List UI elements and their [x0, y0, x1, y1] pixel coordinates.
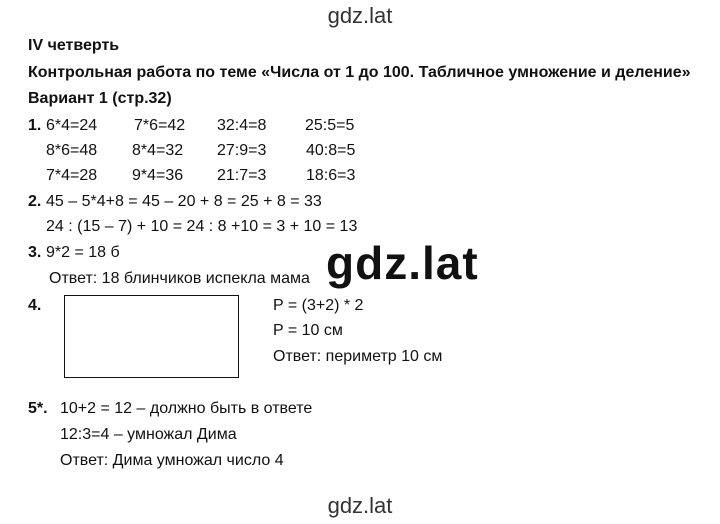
- task1-cell: 8*4=32: [132, 142, 184, 159]
- task4-answer: Ответ: периметр 10 см: [273, 348, 443, 365]
- task5-answer: Ответ: Дима умножал число 4: [60, 452, 284, 469]
- task1-cell: 32:4=8: [217, 117, 267, 134]
- test-title: Контрольная работа по теме «Числа от 1 до 100. Табличное умножение и деление»: [28, 64, 691, 81]
- watermark-bottom: gdz.lat: [327, 493, 393, 518]
- task1-cell: 18:6=3: [306, 167, 356, 184]
- task3-number: 3.: [28, 244, 42, 261]
- quarter-heading: IV четверть: [28, 37, 120, 54]
- task1-cell: 27:9=3: [217, 142, 267, 159]
- rectangle-drawing: [64, 295, 239, 378]
- watermark-top: gdz.lat: [327, 3, 393, 28]
- task2-line1: 45 – 5*4+8 = 45 – 20 + 8 = 25 + 8 = 33: [46, 193, 322, 210]
- task5-line2: 12:3=4 – умножал Дима: [60, 426, 237, 443]
- task1-cell: 25:5=5: [305, 117, 355, 134]
- task3-answer: Ответ: 18 блинчиков испекла мама: [49, 270, 310, 287]
- task4-number: 4.: [28, 297, 42, 314]
- task5-number: 5*.: [28, 400, 48, 417]
- task5-line1: 10+2 = 12 – должно быть в ответе: [60, 400, 313, 417]
- variant-heading: Вариант 1 (стр.32): [28, 90, 172, 107]
- task2-line2: 24 : (15 – 7) + 10 = 24 : 8 +10 = 3 + 10 = 13: [46, 218, 358, 235]
- task1-cell: 6*4=24: [46, 117, 98, 134]
- task2-number: 2.: [28, 193, 42, 210]
- task1-number: 1.: [28, 117, 42, 134]
- task4-formula: P = (3+2) * 2: [273, 297, 364, 314]
- task4-result: P = 10 см: [273, 322, 343, 339]
- task1-cell: 40:8=5: [306, 142, 356, 159]
- watermark-middle: gdz.lat: [326, 237, 479, 289]
- task3-line1: 9*2 = 18 б: [46, 244, 120, 261]
- task1-cell: 21:7=3: [217, 167, 267, 184]
- task1-cell: 8*6=48: [46, 142, 98, 159]
- task1-cell: 7*6=42: [134, 117, 186, 134]
- task1-cell: 7*4=28: [46, 167, 98, 184]
- task1-cell: 9*4=36: [132, 167, 184, 184]
